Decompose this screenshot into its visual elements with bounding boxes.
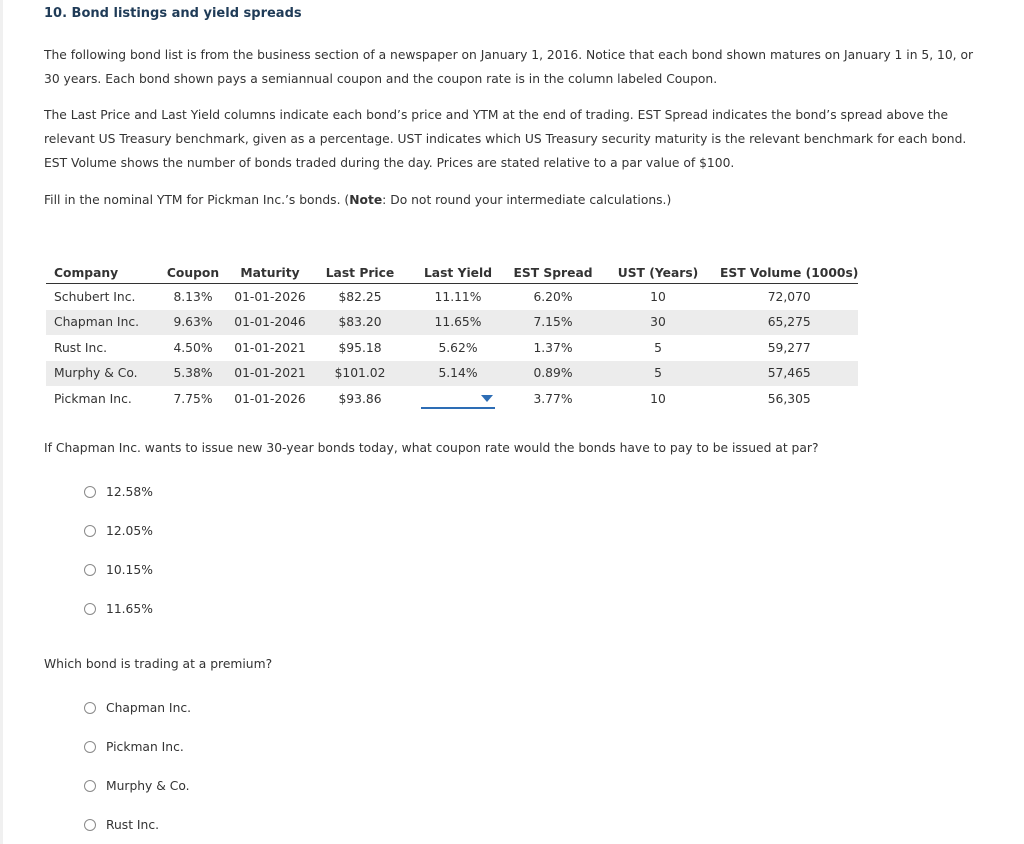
cell-coupon: 4.50% [173,340,213,355]
cell-last-price: $93.86 [338,391,382,406]
cell-coupon: 8.13% [173,289,213,304]
radio-button[interactable] [84,819,96,831]
radio-button[interactable] [84,486,96,498]
cell-maturity: 01-01-2046 [226,310,314,336]
cell-last-yield: 11.11% [434,289,482,304]
radio-button[interactable] [84,564,96,576]
cell-last-yield: 5.62% [438,340,478,355]
radio-button[interactable] [84,780,96,792]
cell-est-volume: 59,277 [767,340,811,355]
cell-ust: 5 [596,361,720,387]
cell-company: Pickman Inc. [54,391,132,406]
left-border [0,0,3,844]
option-label: Chapman Inc. [106,701,192,715]
cell-coupon: 5.38% [160,361,226,387]
cell-est-volume: 56,305 [767,391,811,406]
instruction-paragraph [44,188,974,212]
cell-company: Schubert Inc. [54,289,136,304]
intro-paragraph-2: The Last Price and Last Yield columns indicate each bond’s price and YTM at the end of trading. EST Spread indicates the bond’s spread above the relevant US Treasury benchmark, given as a percentage. UST indicates which US Treasury security maturity is the relevant benchmark for each bond. EST Volume shows the number of bonds traded during the day. Prices are stated relative to a par value of $100. [44,108,967,170]
note-label: Note [349,193,383,207]
question-3-text: Which bond is trading at a premium? [44,657,273,671]
cell-ust: 5 [654,340,662,355]
intro-paragraph-1: The following bond list is from the business section of a newspaper on January 1, 2016. Notice that each bond shown matures on January 1 in 5, 10, or 30 years. Each bond shown pays a semiannual coupon and the coupon rate is in the column labeled Coupon. [44,48,974,86]
q3-option-2[interactable] [84,740,184,754]
option-label: Murphy & Co. [106,779,190,793]
cell-coupon: 9.63% [160,310,226,336]
radio-button[interactable] [84,603,96,615]
radio-button[interactable] [84,702,96,714]
q2-option-2[interactable] [84,524,153,538]
header-est-volume: EST Volume (1000s) [720,262,858,284]
header-est-spread: EST Spread [510,262,596,284]
cell-last-yield: 11.65% [406,310,510,336]
cell-company: Chapman Inc. [46,310,160,336]
radio-button[interactable] [84,741,96,753]
cell-est-volume: 57,465 [720,361,858,387]
cell-last-price: $95.18 [338,340,382,355]
cell-est-volume: 72,070 [767,289,811,304]
q2-option-3[interactable] [84,563,153,577]
table-row [46,335,858,361]
cell-maturity: 01-01-2021 [226,361,314,387]
caret-down-icon [481,395,493,402]
cell-ust: 30 [596,310,720,336]
instruction-suffix: : Do not round your intermediate calculations.) [382,193,672,207]
option-label: 12.58% [106,485,153,499]
radio-button[interactable] [84,525,96,537]
option-label: Rust Inc. [106,818,160,832]
cell-est-spread: 6.20% [533,289,573,304]
header-ust: UST (Years) [596,262,720,284]
cell-est-spread: 3.77% [533,391,573,406]
question-2-text: If Chapman Inc. wants to issue new 30-year bonds today, what coupon rate would the bonds have to pay to be issued at par? [44,441,819,455]
option-label: 10.15% [106,563,153,577]
cell-est-spread: 0.89% [510,361,596,387]
cell-company: Rust Inc. [54,340,108,355]
instruction-prefix: Fill in the nominal YTM for Pickman Inc.’s bonds. ( [44,193,350,207]
table-header-row [46,262,858,284]
q2-option-1[interactable] [84,485,153,499]
q3-option-1[interactable] [84,701,191,715]
table-row [46,310,858,336]
cell-last-price: $101.02 [314,361,406,387]
pickman-ytm-dropdown[interactable] [421,389,495,409]
cell-maturity: 01-01-2026 [234,391,306,406]
header-last-yield: Last Yield [406,262,510,284]
cell-last-yield: 5.14% [406,361,510,387]
cell-ust: 10 [650,391,666,406]
option-label: 12.05% [106,524,153,538]
option-label: Pickman Inc. [106,740,184,754]
cell-maturity: 01-01-2021 [234,340,306,355]
q2-option-4[interactable] [84,602,153,616]
cell-ust: 10 [650,289,666,304]
cell-company: Murphy & Co. [46,361,160,387]
header-last-price: Last Price [314,262,406,284]
table-row [46,284,858,310]
header-coupon: Coupon [160,262,226,284]
table-row [46,386,858,412]
cell-last-price: $83.20 [314,310,406,336]
cell-last-price: $82.25 [338,289,382,304]
table-row [46,361,858,387]
option-label: 11.65% [106,602,153,616]
q3-option-4[interactable] [84,818,159,832]
q3-option-3[interactable] [84,779,190,793]
cell-coupon: 7.75% [173,391,213,406]
header-maturity: Maturity [226,262,314,284]
cell-est-spread: 7.15% [510,310,596,336]
bond-listing-table [46,262,858,412]
header-company: Company [46,262,160,284]
cell-est-spread: 1.37% [533,340,573,355]
cell-maturity: 01-01-2026 [234,289,306,304]
cell-last-yield-dropdown-cell [406,386,510,412]
question-title: 10. Bond listings and yield spreads [44,6,302,21]
cell-est-volume: 65,275 [720,310,858,336]
